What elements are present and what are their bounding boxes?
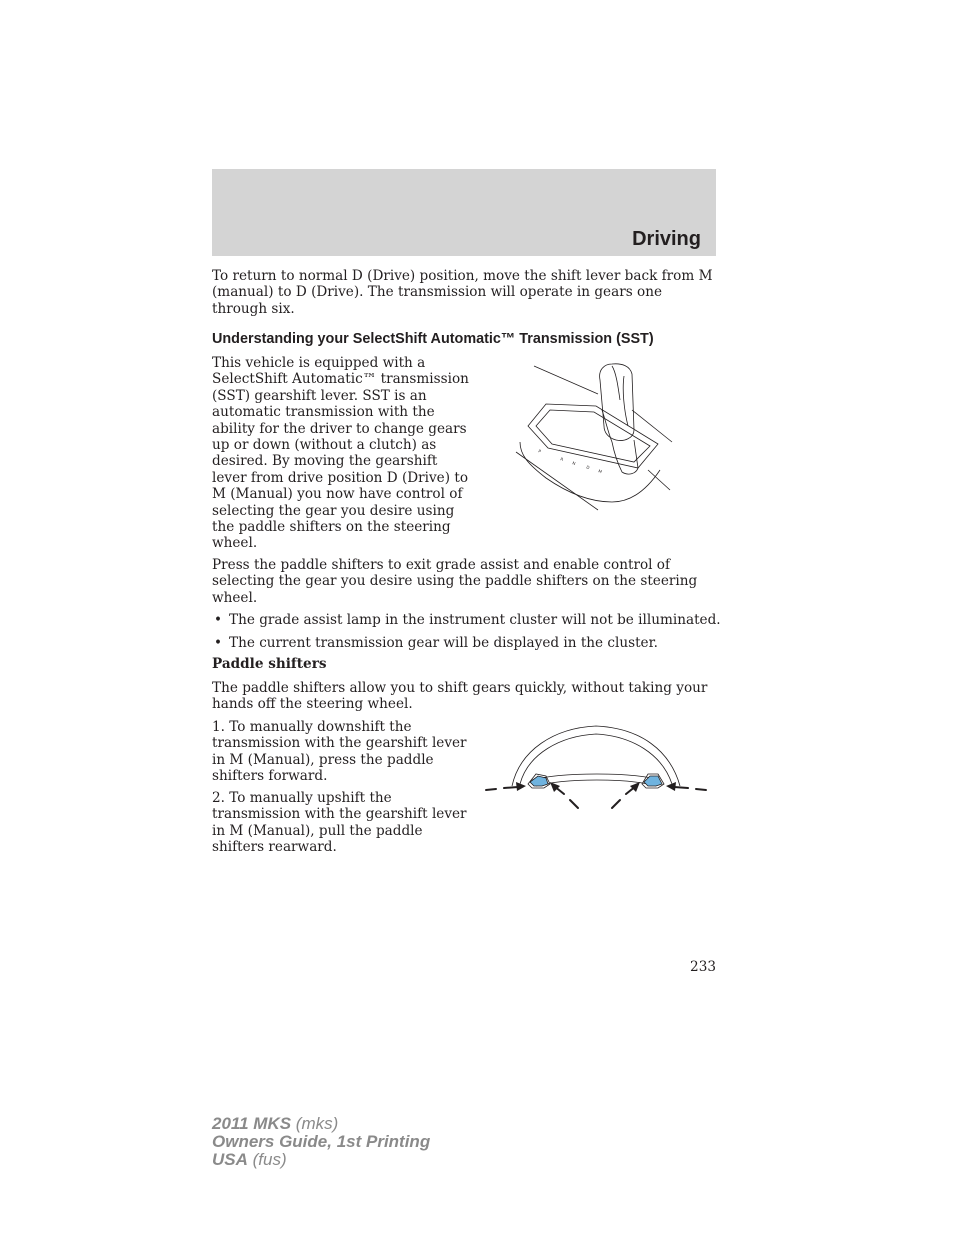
footer-line-2 (212, 1132, 430, 1151)
sst-paragraph: This vehicle is equipped with a SelectShift Automatic™ transmission (SST) gearshift lever. SST is an automatic transmission with the ability for the driver to change gears up or down (without a clutch) as desired. By moving the gearshift lever from drive position D (Drive) to M (Manual) you now have control of selecting the gear you desire using the paddle shifters on the steering wheel. (212, 355, 469, 552)
page-number: 233 (690, 959, 716, 975)
bullet-text: The grade assist lamp in the instrument cluster will not be illuminated. (229, 612, 721, 628)
footer-guide: Owners Guide, 1st Printing (212, 1132, 431, 1151)
footer-line-1 (212, 1114, 338, 1133)
section-heading: Understanding your SelectShift Automatic™ Transmission (SST) (212, 331, 654, 347)
step-upshift: 2. To manually upshift the transmission with the gearshift lever in M (Manual), pull the paddle shifters rearward. (212, 790, 467, 856)
subheading: Paddle shifters (212, 656, 327, 672)
svg-text:N: N (571, 460, 577, 467)
paddle-shifters-illustration (482, 722, 710, 812)
paddle-paragraph: The paddle shifters allow you to shift gears quickly, without taking your hands off the steering wheel. (212, 680, 708, 713)
section-title: Driving (632, 228, 701, 250)
bullet-text: The current transmission gear will be displayed in the cluster. (229, 635, 658, 651)
svg-text:D: D (585, 464, 591, 471)
bullet-dot: • (214, 612, 223, 628)
section-header-bar (212, 169, 716, 256)
svg-text:R: R (559, 456, 565, 462)
footer-model: 2011 MKS (212, 1114, 292, 1133)
svg-text:M: M (597, 468, 603, 475)
bullet-dot: • (214, 635, 223, 651)
footer-market-code: (fus) (247, 1150, 287, 1169)
step-downshift: 1. To manually downshift the transmission with the gearshift lever in M (Manual), press the paddle shifters forward. (212, 719, 467, 785)
press-paragraph: Press the paddle shifters to exit grade assist and enable control of selecting the gear you desire using the paddle shifters on the steering wheel. (212, 557, 698, 606)
svg-text:P: P (537, 448, 542, 454)
footer-market: USA (212, 1150, 248, 1169)
intro-paragraph: To return to normal D (Drive) position, move the shift lever back from M (manual) to D (Drive). The transmission will operate in gears one through six. (212, 268, 713, 317)
gearshift-lever-illustration (512, 360, 674, 516)
footer-line-3 (212, 1150, 287, 1169)
footer-model-code: (mks) (291, 1114, 339, 1133)
